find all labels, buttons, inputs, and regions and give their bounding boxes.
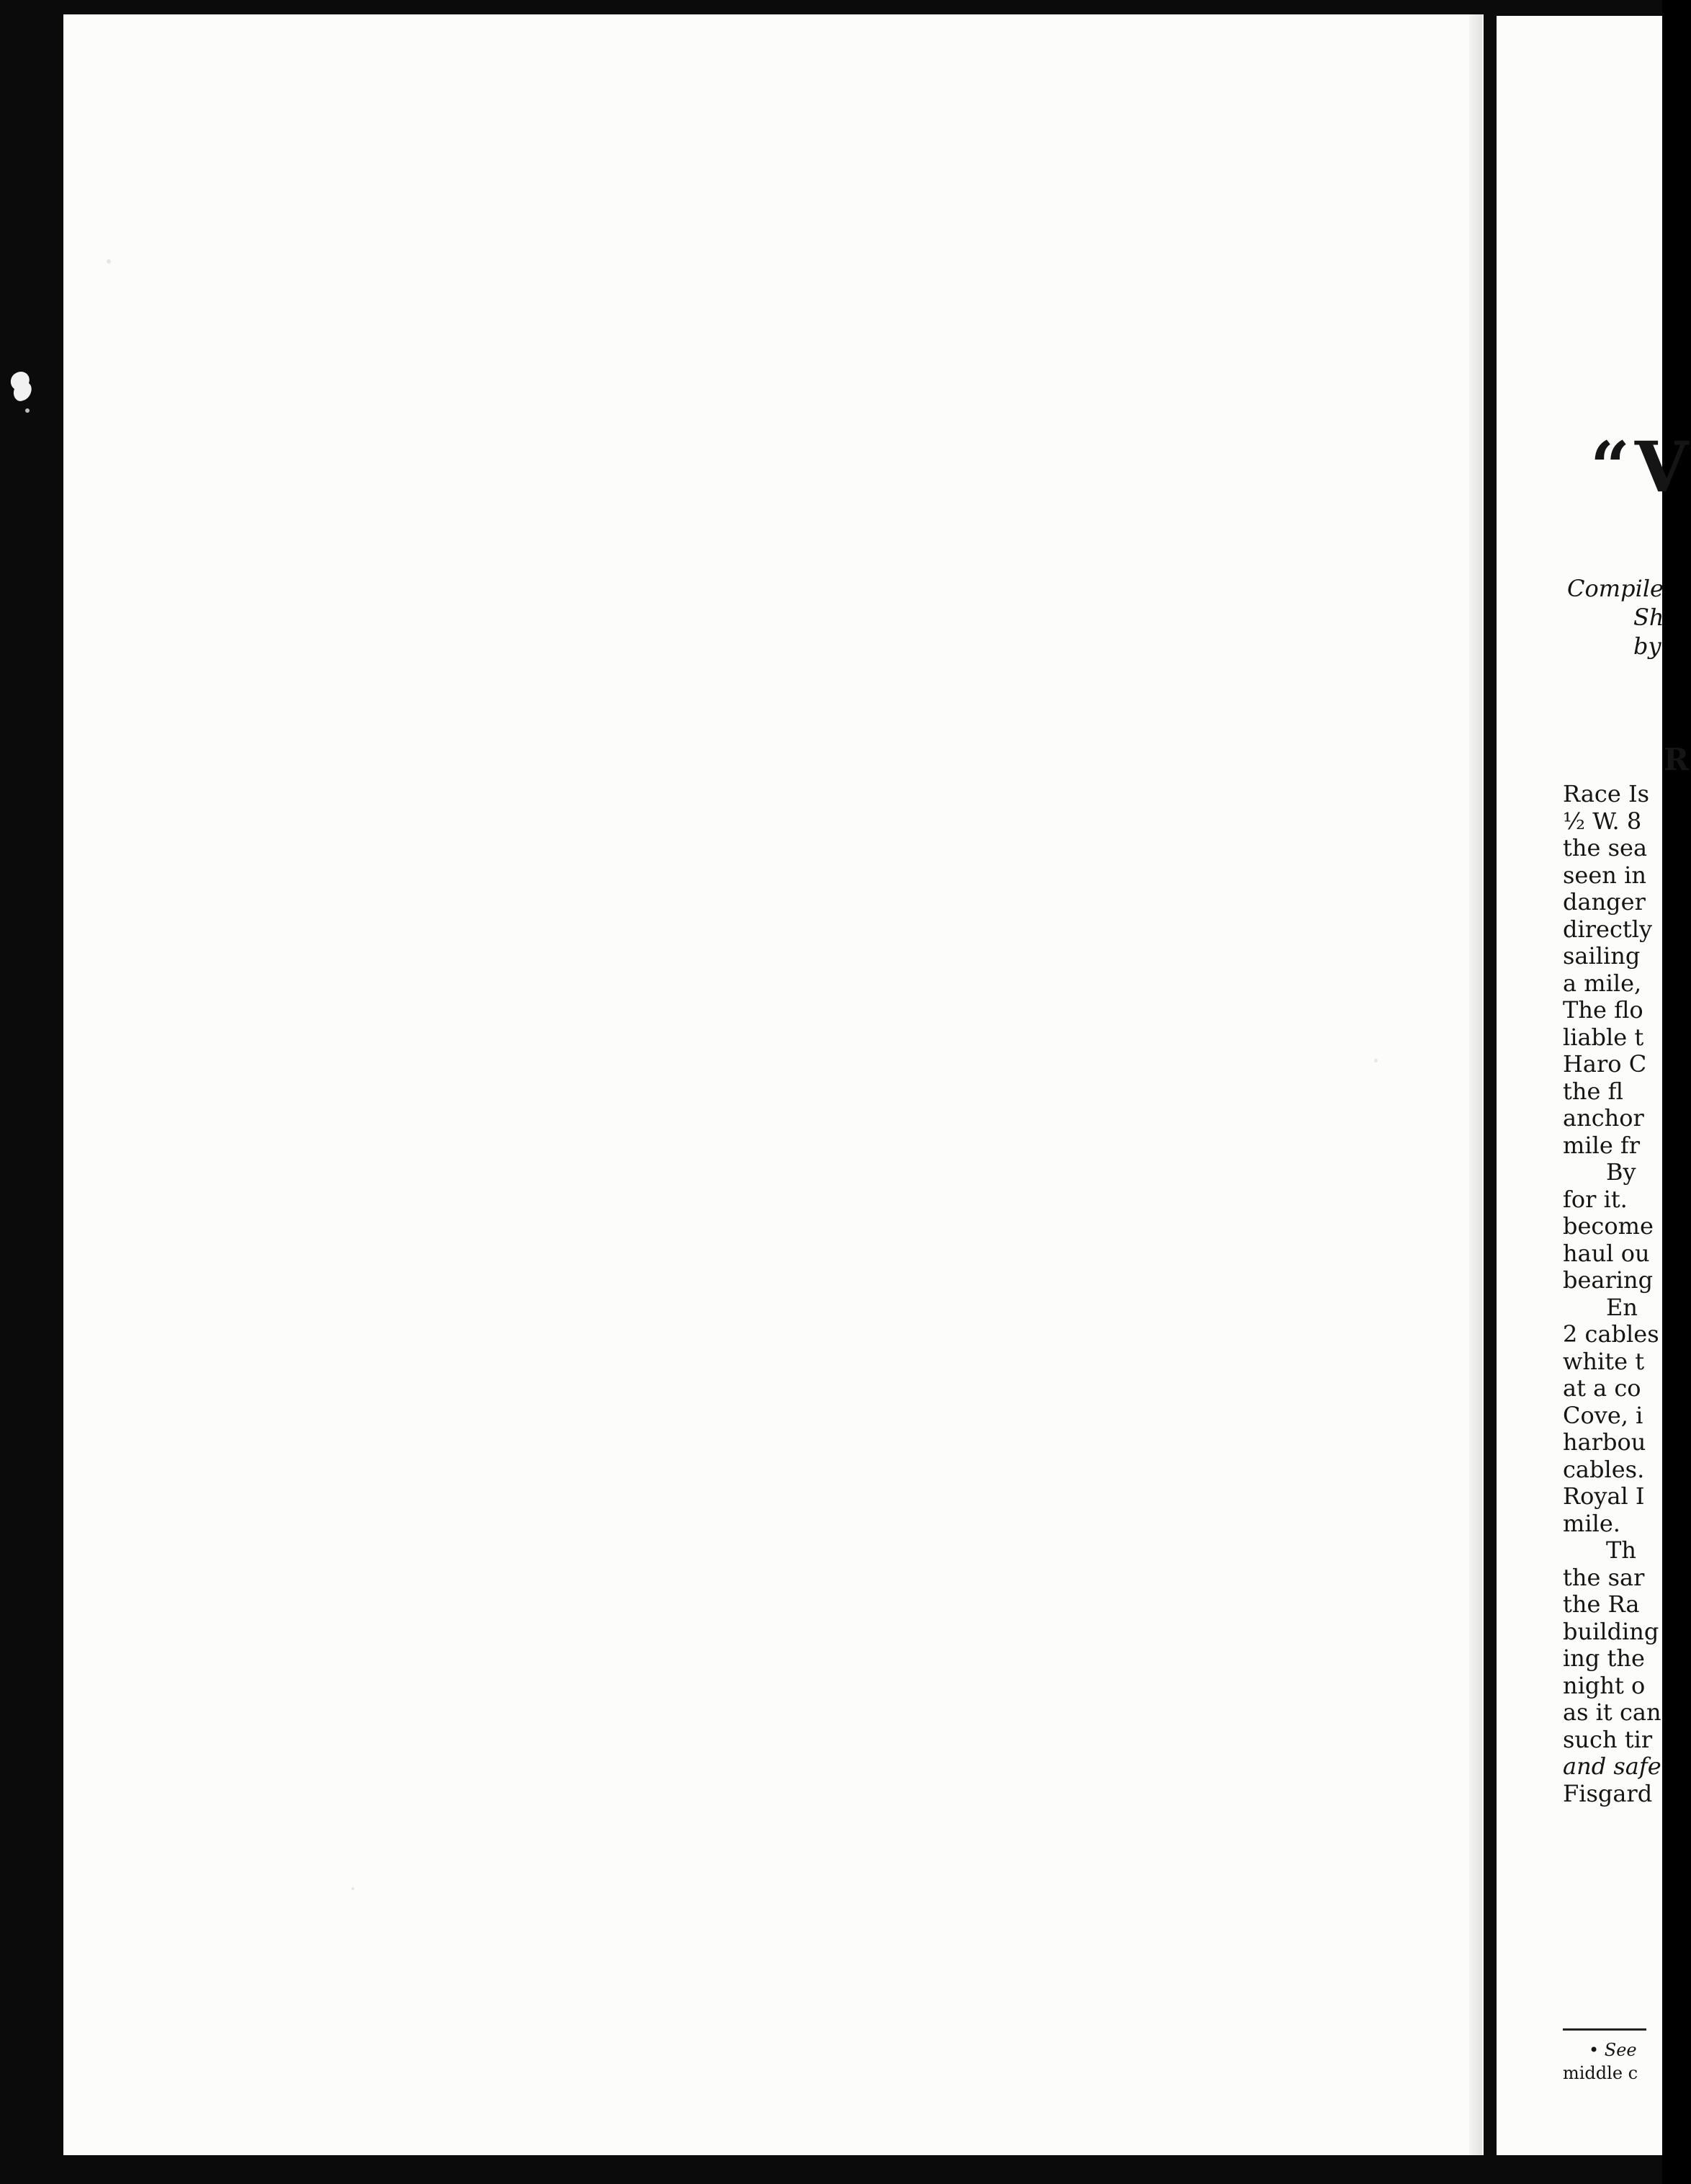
body-text-line: at a co: [1563, 1374, 1641, 1402]
right-page-text: [1497, 16, 1691, 2155]
section-heading-fragment: R: [1664, 742, 1689, 777]
body-text-line: Royal I: [1563, 1482, 1645, 1510]
body-text-line: danger: [1563, 888, 1646, 916]
body-text-line: cables.: [1563, 1455, 1645, 1483]
body-text-line: ing the: [1563, 1644, 1645, 1672]
compiled-line: by: [1633, 632, 1661, 660]
body-text-line: Haro C: [1563, 1050, 1647, 1078]
compiled-line: Sh: [1633, 604, 1664, 631]
scan-debris-marks: [6, 367, 42, 418]
body-text-line: Th: [1606, 1536, 1636, 1564]
body-text-line: the sea: [1563, 834, 1648, 861]
page-edge-shadow: [1469, 14, 1482, 2155]
footnote-line: • See: [1589, 2040, 1637, 2060]
body-text-line: as it can: [1563, 1699, 1661, 1726]
title-fragment: “V: [1590, 426, 1691, 508]
body-text-line: Fisgard: [1563, 1779, 1653, 1807]
body-text-line: seen in: [1563, 861, 1646, 889]
body-text-line: the Ra: [1563, 1590, 1640, 1618]
body-text-line: become: [1563, 1212, 1654, 1240]
body-text-line: Race Is: [1563, 780, 1649, 807]
body-text-line: The flo: [1563, 996, 1643, 1024]
compiled-line: Compile: [1567, 575, 1664, 602]
body-text-line: harbou: [1563, 1428, 1646, 1456]
footnote: [1563, 2038, 1638, 2085]
compiled-by-block: [1567, 574, 1664, 661]
footnote-rule: [1563, 2028, 1646, 2031]
blank-left-page: [63, 14, 1484, 2155]
body-text-line: 2 cables: [1563, 1320, 1659, 1348]
body-text-line: white t: [1563, 1347, 1645, 1375]
body-text-line: Cove, i: [1563, 1401, 1643, 1429]
body-text-line: mile fr: [1563, 1131, 1641, 1159]
body-text-line: mile.: [1563, 1509, 1620, 1537]
body-text-line: the fl: [1563, 1077, 1623, 1105]
body-text-line: anchor: [1563, 1104, 1644, 1132]
body-text-column: [1563, 781, 1661, 1807]
footnote-line: middle c: [1563, 2063, 1638, 2083]
body-text-line: liable t: [1563, 1023, 1644, 1051]
body-text-line: and safe: [1563, 1753, 1661, 1780]
body-text-line: the sar: [1563, 1563, 1645, 1591]
body-text-line: night o: [1563, 1671, 1646, 1699]
body-text-line: directly: [1563, 915, 1653, 943]
body-text-line: a mile,: [1563, 969, 1642, 997]
body-text-line: haul ou: [1563, 1239, 1650, 1267]
body-text-line: ½ W. 8: [1563, 807, 1642, 835]
body-text-line: bearing: [1563, 1266, 1654, 1294]
body-text-line: En: [1606, 1293, 1638, 1321]
body-text-line: for it.: [1563, 1185, 1628, 1213]
body-text-line: building: [1563, 1617, 1659, 1645]
body-text-line: By: [1606, 1158, 1636, 1186]
body-text-line: such tir: [1563, 1725, 1653, 1753]
body-text-line: sailing: [1563, 942, 1641, 970]
